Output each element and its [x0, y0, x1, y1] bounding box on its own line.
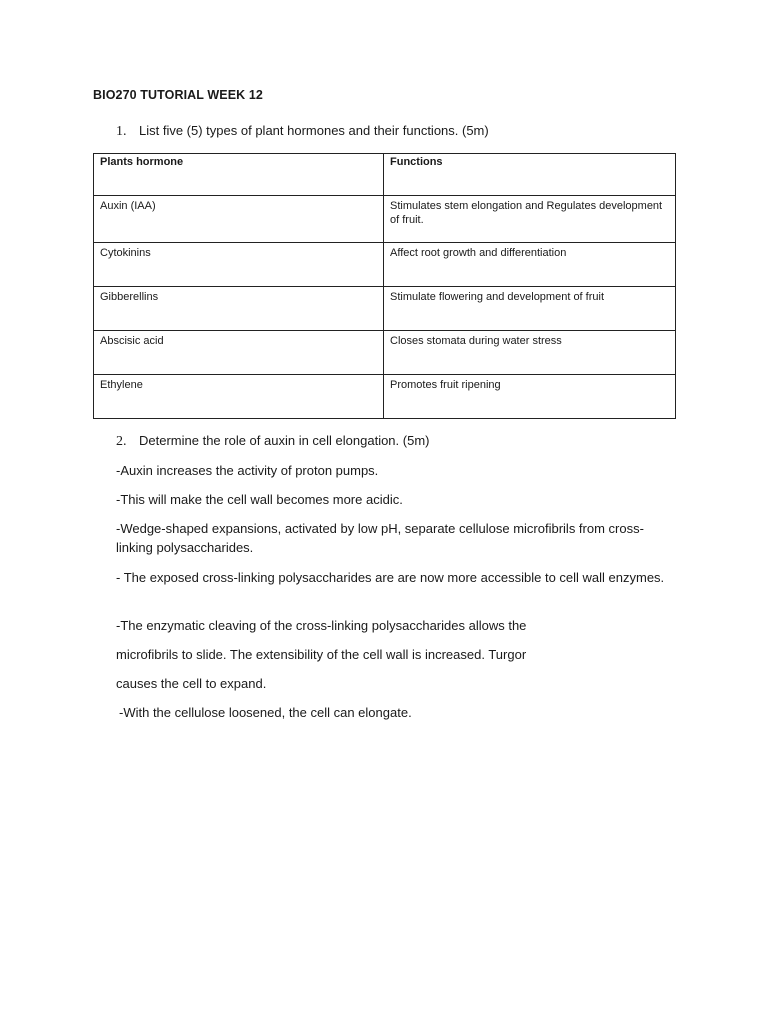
- answer-paragraph: microfibrils to slide. The extensibility of the cell wall is increased. Turgor: [116, 647, 527, 662]
- answer-paragraph: -Auxin increases the activity of proton pumps.: [116, 463, 379, 478]
- plant-hormones-table: [93, 153, 676, 419]
- question-1-text: List five (5) types of plant hormones and their functions. (5m): [139, 123, 489, 138]
- document-title: BIO270 TUTORIAL WEEK 12: [93, 88, 263, 102]
- function-cell: Closes stomata during water stress: [384, 331, 676, 375]
- question-2: [116, 433, 429, 450]
- answer-paragraph: -The enzymatic cleaving of the cross-linking polysaccharides allows the: [116, 618, 527, 633]
- answer-paragraph: -This will make the cell wall becomes more acidic.: [116, 492, 403, 507]
- table-row: [94, 196, 676, 243]
- function-cell: Promotes fruit ripening: [384, 375, 676, 419]
- answer-paragraph: -Wedge-shaped expansions, activated by low pH, separate cellulose microfibrils from cross-linking polysaccharides.: [116, 521, 644, 555]
- question-2-number: 2.: [116, 434, 127, 449]
- function-cell: Stimulate flowering and development of fruit: [384, 287, 676, 331]
- function-cell: Stimulates stem elongation and Regulates development of fruit.: [384, 196, 676, 243]
- table-header-row: [94, 154, 676, 196]
- table-row: [94, 375, 676, 419]
- question-2-text: Determine the role of auxin in cell elongation. (5m): [139, 433, 430, 448]
- hormone-cell: Cytokinins: [94, 243, 384, 287]
- answer-paragraph: - The exposed cross-linking polysaccharides are are now more accessible to cell wall enzymes.: [116, 570, 665, 585]
- answer-paragraph: causes the cell to expand.: [116, 676, 267, 691]
- table-row: [94, 243, 676, 287]
- question-1: [116, 123, 489, 140]
- table-row: [94, 287, 676, 331]
- function-cell: Affect root growth and differentiation: [384, 243, 676, 287]
- hormone-cell: Ethylene: [94, 375, 384, 419]
- column-header-functions: Functions: [384, 154, 676, 196]
- hormone-cell: Abscisic acid: [94, 331, 384, 375]
- question-1-number: 1.: [116, 124, 127, 139]
- column-header-hormone: Plants hormone: [94, 154, 384, 196]
- hormone-cell: Gibberellins: [94, 287, 384, 331]
- table-row: [94, 331, 676, 375]
- hormone-cell: Auxin (IAA): [94, 196, 384, 243]
- answer-paragraph: -With the cellulose loosened, the cell can elongate.: [119, 705, 412, 720]
